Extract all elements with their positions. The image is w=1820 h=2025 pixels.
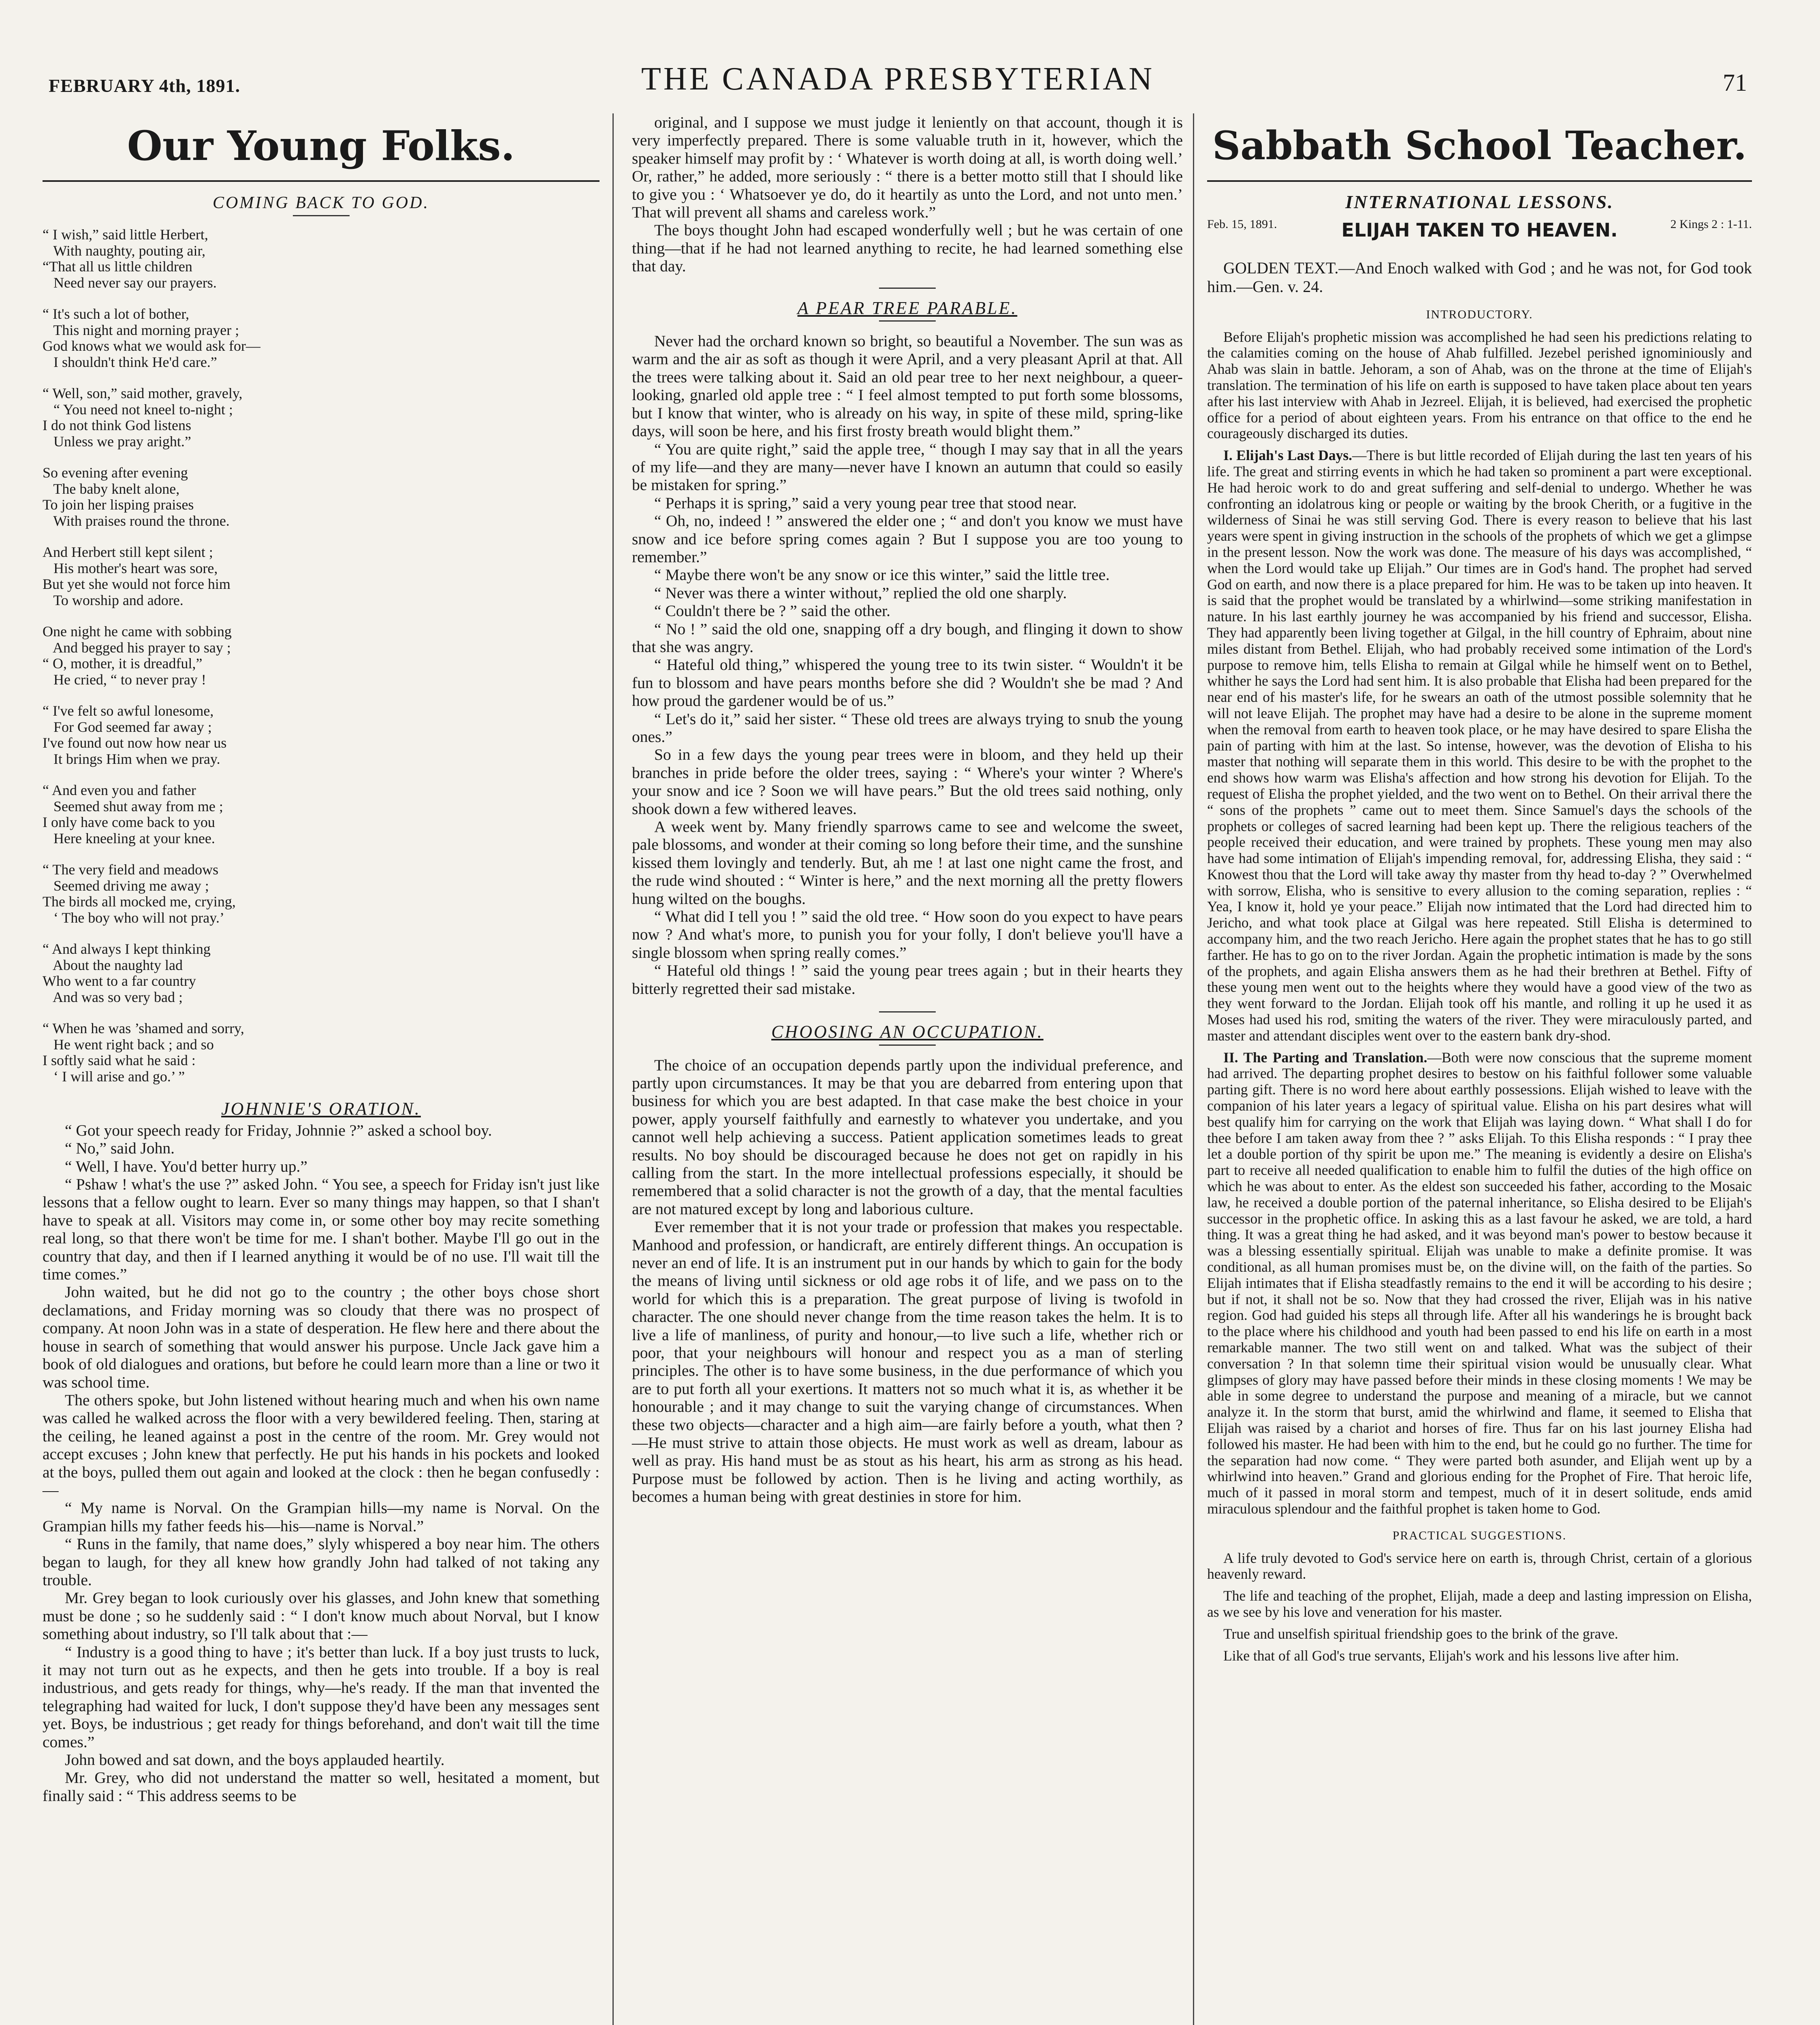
paragraph: “ No ! ” said the old one, snapping off a dry bough, and flinging it down to show that she was angry.	[632, 620, 1183, 656]
poem-line: “ Well, son,” said mother, gravely,	[43, 385, 243, 402]
section-one	[1207, 448, 1752, 1044]
section-one-text: —There is but little recorded of Elijah during the last ten years of his life. The great and stirring events in which he had taken so prominent a part were exceptional. He had heroic work to do and great suffering and self-denial to undergo. Whether he was confronting an idolatrous king or people or waiting by the brook Cherith, or a fugitive in the wilderness of Sinai he was still serving God. There is every reason to believe that his last years were spent in giving instruction in the schools of the prophets of which we get a glimpse in the present lesson. Now the work was done. The measure of his days was accomplished, “ when the Lord would take up Elijah.” Our times are in God's hand. The prophet had served God on earth, and now there is a place prepared for him. He was to be taken up into heaven. It is said that the prophet would be translated by a whirlwind—some striking manifestation in nature. In his last earthly journey he was accompanied by his friend and successor, Elisha. They had apparently been living together at Gilgal, in the hill country of Ephraim, about nine miles distant from Bethel. Elijah, who had probably received some intimation of the Lord's purpose to remove him, tells Elisha to remain at Gilgal while he himself went on to Bethel, whither he says the Lord had sent him. It is also probable that Elisha had been prepared for the near end of his master's life, for he swears an oath of the utmost possible solemnity that he will not leave Elijah. The prophet may have had a desire to be alone in the supreme moment when the removal from earth to heaven took place, or he may have desired to spare Elisha the pain of parting with him at the last. So intense, however, was the devotion of Elisha to his master that nothing will separate them in this world. This desire to be with the prophet to the end shows how warm was Elisha's affection and how strong his devotion for Elijah. To the request of Elisha the prophet yielded, and the two went on to Bethel. On their arrival there the “ sons of the prophets ” came out to meet them. Since Samuel's days the schools of the prophets or colleges of sacred learning had been kept up. There the religious teachers of the people received their education, and were trained by prophets. These young men may also have had some intimation of Elijah's impending removal, for, addressing Elisha, they said : “ Knowest thou that the Lord will take away thy master from thy head to-day ? ” Overwhelmed with sorrow, Elisha, who is sensitive to every allusion to the coming separation, replies : “ Yea, I know it, hold ye your peace.” Elijah now intimated that the Lord had directed him to Jericho, and what took place at Gilgal was here repeated. Still Elisha is determined to accompany him, and the two reach Jericho. Here again the prophet states that he has to go still farther. He has to go on to the river Jordan. Again the prophetic intimation is made by the sons of the prophets, and again Elisha answers them as he had their brethren at Bethel. Fifty of these young men went out to the heights where they would have a good view of the two as they went forward to the Jordan. Elijah took off his mantle, and rolling it up he used it as Moses had used his rod, smiting the waters of the river. They were miraculously parted, and master and attendant disciples went over to the eastern bank dry-shod.	[1207, 447, 1752, 1044]
poem-line: And Herbert still kept silent ;	[43, 544, 213, 561]
poem-line: I softly said what he said :	[43, 1052, 196, 1069]
lessons-heading: INTERNATIONAL LESSONS.	[1345, 192, 1614, 212]
paragraph: “ Never was there a winter without,” replied the old one sharply.	[654, 584, 1067, 602]
poem-stanza	[43, 1021, 600, 1085]
poem-line: For God seemed far away ;	[43, 718, 212, 735]
paragraph: Mr. Grey began to look curiously over his glasses, and John knew that something must be done ; so he suddenly said : “ I don't know much about Norval, but I know something about industry, so I'll talk about that :—	[43, 1589, 600, 1643]
paragraph: “ Hateful old thing,” whispered the young tree to its twin sister. “ Wouldn't it be fun to blossom and have pears months before she did ? Wouldn't she be mad ? And how proud the gardener would be of us.”	[632, 656, 1183, 710]
page-number: 71	[1723, 69, 1747, 96]
paragraph: The others spoke, but John listened without hearing much and when his own name was called he walked across the floor with a very bewildered feeling. Then, staring at the ceiling, he leaned against a post in the centre of the room. Mr. Grey would not accept excuses ; John knew that perfectly. He put his hands in his pockets and looked at the boys, pulled them out again and looked at the clock : then he began confusedly :—	[43, 1391, 600, 1499]
parable-body	[632, 332, 1183, 998]
poem-stanza	[43, 465, 600, 529]
poem-line: “ I've felt so awful lonesome,	[43, 703, 214, 719]
section-two-text: —Both were now conscious that the supreme moment had arrived. The departing prophet desires to bestow on his faithful follower some valuable parting gift. There is no word here about earthly possessions. Elijah wished to leave with the companion of his later years a legacy of spiritual value. Elisha on his part desires what will best qualify him for carrying on the work that Elijah was laying down. “ What shall I do for thee before I am taken away from thee ? ” asks Elijah. To this Elisha responds : “ I pray thee let a double portion of thy spirit be upon me.” The meaning is evidently a desire on Elisha's part to receive all needed qualification to enable him to fulfil the duties of the high office on which he was about to enter. As the eldest son succeeded his father, according to the Mosaic law, he received a double portion of the paternal inheritance, so Elisha desired to be Elijah's successor in the prophetic office. In asking this as a last favour he asked, we are told, a hard thing. It was a great thing he had asked, and it was beyond man's power to bestow because it was a blessing essentially spiritual. Elijah was unable to make a definite promise. It was conditional, as all human promises must be, on the divine will, on the faith of the parties. So Elijah intimates that if Elisha steadfastly remains to the end it will be according to his desire ; but if not, it shall not be so. Now that they had crossed the river, Elijah was in his native region. God had guided his steps all through life. After all his wanderings he is brought back to the place where his childhood and youth had been passed to end his life on earth in a most remarkable manner. The two still went on and talked. What was the subject of their conversation ? In that solemn time their spiritual vision would be unusually clear. What glimpses of glory may have passed before their minds in these closing moments ! We may be able in some degree to understand the purpose and meaning of a miracle, but we cannot analyze it. In the storm that burst, amid the whirlwind and flame, it seemed to Elisha that Elijah was raised by a chariot and horses of fire. Thus far on his last journey Elisha had followed his master. He had been with him to the end, but he could go no further. The time for the separation had now come. “ They were parted both asunder, and Elijah went up by a whirlwind into heaven.” Grand and glorious ending for the Prophet of Fire. That heroic life, much of it passed in moral storm and tempest, much of it in desert solitude, ends amid miraculous splendour and the faithful prophet is taken home to God.	[1207, 1049, 1752, 1517]
paragraph: “ Let's do it,” said her sister. “ These old trees are always trying to snub the young ones.”	[632, 710, 1183, 746]
title-rule	[879, 320, 936, 322]
masthead-rule	[1207, 180, 1752, 182]
paragraph: Mr. Grey, who did not understand the matter so well, hesitated a moment, but finally said : “ This address seems to be	[43, 1769, 600, 1805]
introductory-heading: INTRODUCTORY.	[1426, 307, 1533, 321]
poem-line: “ O, mother, it is dreadful,”	[43, 655, 203, 672]
poem-line: “ The very field and meadows	[43, 861, 219, 878]
paragraph: The boys thought John had escaped wonderfully well ; but he was certain of one thing—that if he had not learned anything to recite, he had learned something else that day.	[632, 221, 1183, 275]
poem-stanza	[43, 306, 600, 370]
suggestion-item: Like that of all God's true servants, Elijah's work and his lessons live after him.	[1223, 1647, 1679, 1664]
section-masthead: Sabbath School Teacher.	[1212, 123, 1747, 168]
poem-line: God knows what we would ask for—	[43, 338, 260, 354]
lesson-header	[1207, 217, 1752, 253]
practical-heading: PRACTICAL SUGGESTIONS.	[1392, 1528, 1567, 1542]
paragraph: So in a few days the young pear trees were in bloom, and they held up their branches in pride before the older trees, saying : “ Where's your winter ? Where's your snow and ice ? Soon we will have pears.” But the old trees said nothing, only shook down a few withered leaves.	[632, 746, 1183, 818]
poem-line: “ I wish,” said little Herbert,	[43, 226, 208, 243]
column-divider	[612, 113, 614, 2025]
poem-line: I only have come back to you	[43, 814, 215, 831]
poem-line: This night and morning prayer ;	[43, 322, 239, 338]
lesson-date: Feb. 15, 1891.	[1207, 217, 1277, 231]
poem-line: The birds all mocked me, crying,	[43, 893, 236, 910]
section-two-label: II. The Parting and Translation.	[1223, 1049, 1427, 1066]
paragraph: “ Runs in the family, that name does,” slyly whispered a boy near him. The others began to laugh, for they all knew how grandly John had talked of not taking any trouble.	[43, 1535, 600, 1589]
poem-title: COMING BACK TO GOD.	[213, 194, 429, 212]
golden-text: GOLDEN TEXT.—And Enoch walked with God ; and he was not, for God took him.—Gen. v. 24.	[1207, 258, 1752, 296]
poem-line: His mother's heart was sore,	[43, 560, 218, 576]
poem-line: With naughty, pouting air,	[43, 242, 206, 259]
poem-line: “ It's such a lot of bother,	[43, 306, 189, 322]
poem-line: I shouldn't think He'd care.”	[43, 354, 217, 370]
suggestion-item: The life and teaching of the prophet, Elijah, made a deep and lasting impression on Elisha, as we see by his love and veneration for his master.	[1207, 1588, 1752, 1620]
poem-line: One night he came with sobbing	[43, 623, 232, 640]
poem-line: To join her lisping praises	[43, 497, 194, 513]
parable-title: A PEAR TREE PARABLE.	[797, 298, 1018, 318]
poem-line: And was so very bad ;	[43, 989, 183, 1005]
poem-line: “ And even you and father	[43, 782, 196, 799]
poem-line: ‘ I will arise and go.’ ”	[43, 1068, 185, 1085]
issue-date: FEBRUARY 4th, 1891.	[49, 75, 241, 96]
poem-line: Who went to a far country	[43, 973, 196, 989]
occupation-body	[632, 1056, 1183, 1506]
poem-stanza	[43, 544, 600, 608]
column-middle	[632, 113, 1183, 1506]
poem-line: About the naughty lad	[43, 957, 183, 973]
paragraph: Never had the orchard known so bright, so beautiful a November. The sun was as warm and the air as soft as though it were April, and a very pleasant April at that. All the trees were talking about it. Said an old pear tree to her next neighbour, a queer-looking, gnarled old apple tree : “ I feel almost tempted to put forth some blossoms, but I know that winter, who is already on his way, in spite of these mild, spring-like days, will soon be here, and his first frosty breath would blight them.”	[632, 332, 1183, 440]
paragraph: “ Well, I have. You'd better hurry up.”	[65, 1157, 307, 1175]
poem-stanza	[43, 624, 600, 688]
column-sabbath-school	[1207, 113, 1752, 1669]
poem-stanza	[43, 703, 600, 767]
lesson-title: ELIJAH TAKEN TO HEAVEN.	[1341, 219, 1618, 241]
poem-line: So evening after evening	[43, 465, 188, 481]
section-rule	[879, 1011, 936, 1013]
paragraph: “ Perhaps it is spring,” said a very young pear tree that stood near.	[654, 494, 1077, 512]
introductory-text: Before Elijah's prophetic mission was accomplished he had seen his predictions relating to the calamities coming on the house of Ahab fulfilled. Jezebel perished ignominiously and Ahab was slain in battle. Jehoram, a son of Ahab, was on the throne at the time of Elijah's translation. The termination of his life on earth is supposed to have taken place about ten years after his last interview with Ahab in Jezreel. Elijah, it is believed, had exercised the prophetic office for a period of about eighteen years. From his entrance on that office to the end he courageously discharged its duties.	[1207, 328, 1752, 442]
poem	[43, 227, 600, 1085]
section-rule	[879, 288, 936, 289]
paragraph: “ Maybe there won't be any snow or ice this winter,” said the little tree.	[654, 566, 1110, 584]
story-body	[43, 1121, 600, 1805]
poem-line: With praises round the throne.	[43, 512, 230, 529]
paragraph: A week went by. Many friendly sparrows came to see and welcome the sweet, pale blossoms, and wonder at their coming so long before their time, and the sunshine kissed them lovingly and tenderly. But, ah me ! at last one night came the frost, and the rude wind shouted : “ Winter is here,” and the next morning all the pretty flowers hung wilted on the boughs.	[632, 818, 1183, 908]
poem-line: He went right back ; and so	[43, 1036, 214, 1053]
poem-line: And begged his prayer to say ;	[43, 639, 231, 656]
paragraph: John bowed and sat down, and the boys applauded heartily.	[65, 1751, 445, 1769]
paragraph: “ You are quite right,” said the apple tree, “ though I may say that in all the years of my life—and they are many—never have I known an autumn that could so easily be mistaken for spring.”	[632, 440, 1183, 494]
poem-line: Seemed driving me away ;	[43, 877, 209, 894]
title-rule	[293, 215, 350, 216]
poem-line: But yet she would not force him	[43, 576, 230, 593]
paragraph: “ Industry is a good thing to have ; it's better than luck. If a boy just trusts to luck, it may not turn out as he expects, and then he gets into trouble. If a boy is real industrious, and gets ready for things, why—he's ready. If the man that invented the telegraphing had waited for luck, I don't suppose they'd have been any messages sent yet. Boys, be industrious ; get ready for things beforehand, and don't wait till the time comes.”	[43, 1643, 600, 1751]
poem-line: Unless we pray aright.”	[43, 433, 191, 450]
poem-line: Here kneeling at your knee.	[43, 830, 215, 846]
column-divider	[1193, 113, 1194, 2025]
paragraph: “ Got your speech ready for Friday, Johnnie ?” asked a school boy.	[65, 1121, 492, 1139]
section-one-label: I. Elijah's Last Days.	[1223, 447, 1353, 464]
poem-line: To worship and adore.	[43, 592, 183, 608]
section-two	[1207, 1050, 1752, 1517]
page-header	[45, 61, 1751, 105]
poem-line: “ When he was ’shamed and sorry,	[43, 1020, 244, 1037]
column-young-folks	[43, 113, 600, 1805]
scripture-reference: 2 Kings 2 : 1-11.	[1670, 217, 1752, 231]
practical-suggestions	[1207, 1550, 1752, 1664]
poem-stanza	[43, 782, 600, 846]
newspaper-title: THE CANADA PRESBYTERIAN	[641, 61, 1154, 97]
suggestion-item: True and unselfish spiritual friendship goes to the brink of the grave.	[1223, 1625, 1618, 1642]
paragraph: The choice of an occupation depends partly upon the individual preference, and partly upon circumstances. It may be that you are debarred from entering upon that business for which you are best adapted. In that case make the best choice in your power, apply yourself faithfully and earnestly to whatever you undertake, and you cannot well help achieving a success. Patient application sometimes leads to great results. No boy should be discouraged because he does not get on rapidly in his calling from the start. In the more intellectual professions especially, it should be remembered that a solid character is not the growth of a day, that the mental faculties are not matured except by long and laborious culture.	[632, 1056, 1183, 1218]
paragraph: “ What did I tell you ! ” said the old tree. “ How soon do you expect to have pears now ? And what's more, to punish you for your folly, I don't believe you'll have a single blossom when spring really comes.”	[632, 908, 1183, 961]
suggestion-item: A life truly devoted to God's service here on earth is, through Christ, certain of a glorious heavenly reward.	[1207, 1550, 1752, 1582]
poem-line: I've found out now how near us	[43, 735, 227, 751]
paragraph: Ever remember that it is not your trade or profession that makes you respectable. Manhood and profession, or handicraft, are entirely different things. An occupation is never an end of life. It is an instrument put in our hands by which to gain for the body the means of living until sickness or old age robs it of life, and we pass on to the world for which this is a preparation. The great purpose of living is twofold in character. The one should never change from the time reason takes the helm. It is to live a life of manliness, of purity and honour,—to live such a life, whether rich or poor, that your neighbours will honour and respect you as a man of sterling principles. The other is to have some business, in the due performance of which you are to put forth all your exertions. It matters not so much what it is, as whether it be honourable ; and it may change to suit the varying change of circumstances. When these two objects—character and a high aim—are fairly before a youth, what then ?—He must strive to attain those objects. He must work as well as dream, labour as well as pray. His hand must be as stout as his heart, his arm as strong as his head. Purpose must be followed by action. Then is he living and acting worthily, as becomes a human being with great destinies in store for him.	[632, 1218, 1183, 1506]
paragraph: “ No,” said John.	[65, 1139, 175, 1157]
section-masthead: Our Young Folks.	[127, 122, 515, 170]
poem-line: “That all us little children	[43, 258, 192, 275]
poem-line: “ And always I kept thinking	[43, 941, 211, 957]
paragraph: “ My name is Norval. On the Grampian hills—my name is Norval. On the Grampian hills my father feeds his—his—name is Norval.”	[43, 1499, 600, 1535]
poem-line: ‘ The boy who will not pray.’	[43, 909, 224, 926]
poem-line: Need never say our prayers.	[43, 274, 217, 291]
poem-stanza	[43, 227, 600, 291]
poem-line: He cried, “ to never pray !	[43, 671, 206, 688]
paragraph: “ Pshaw ! what's the use ?” asked John. “ You see, a speech for Friday isn't just like lessons that a fellow ought to learn. Ever so many things may happen, so that I shan't have to speak at all. Visitors may come in, or some other boy may recite something real long, so that there won't be time for me. I shan't bother. Maybe I'll go out in the country that day, and then if I learned anything it would be of no use. I'll wait till the time comes.”	[43, 1175, 600, 1283]
poem-line: The baby knelt alone,	[43, 480, 180, 497]
occupation-title: CHOOSING AN OCCUPATION.	[771, 1022, 1043, 1042]
title-rule	[879, 1044, 936, 1046]
poem-stanza	[43, 862, 600, 926]
paragraph: “ Couldn't there be ? ” said the other.	[654, 602, 890, 620]
story-title: JOHNNIE'S ORATION.	[221, 1099, 421, 1119]
paragraph: “ Hateful old things ! ” said the young pear trees again ; but in their hearts they bitterly regretted their sad mistake.	[632, 961, 1183, 998]
masthead-rule	[43, 180, 600, 182]
poem-line: I do not think God listens	[43, 417, 191, 434]
poem-stanza	[43, 941, 600, 1005]
paragraph: John waited, but he did not go to the country ; the other boys chose short declamations, and Friday morning was so cloudy that there was no prospect of company. At noon John was in a state of desperation. He flew here and there about the house in search of something that would answer his purpose. Uncle Jack gave him a book of old dialogues and orations, but before he could learn more than a line or two it was school time.	[43, 1283, 600, 1391]
story-continuation	[632, 113, 1183, 275]
paragraph: original, and I suppose we must judge it leniently on that account, though it is very imperfectly prepared. There is some valuable truth in it, however, which the speaker himself may profit by : ‘ Whatever is worth doing at all, is worth doing well.’ Or, rather,” he added, more seriously : “ there is a better motto still that I should like to give you : ‘ Whatsoever ye do, do it heartily as unto the Lord, and not unto men.’ That will prevent all shams and careless work.”	[632, 113, 1183, 222]
poem-stanza	[43, 386, 600, 450]
poem-line: Seemed shut away from me ;	[43, 798, 223, 814]
poem-line: “ You need not kneel to-night ;	[43, 401, 233, 418]
paragraph: “ Oh, no, indeed ! ” answered the elder one ; “ and don't you know we must have snow and ice before spring comes again ? But I suppose you are too young to remember.”	[632, 512, 1183, 566]
poem-line: It brings Him when we pray.	[43, 750, 220, 767]
